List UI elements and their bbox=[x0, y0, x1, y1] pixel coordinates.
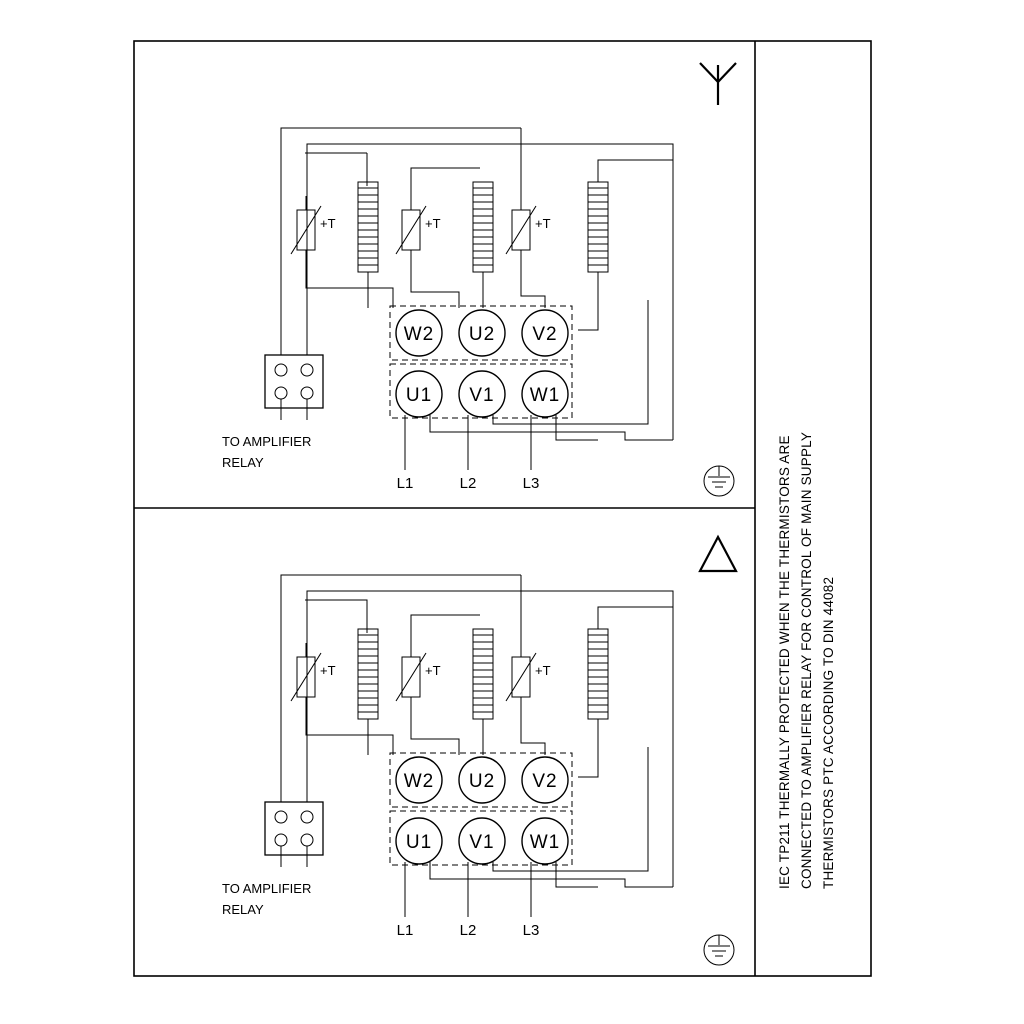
terminal-W1-label: W1 bbox=[529, 385, 561, 406]
line-L3-label-2: L3 bbox=[522, 922, 540, 939]
terminal-V1-2-label: V1 bbox=[469, 832, 495, 853]
terminal-W2-2-label: W2 bbox=[403, 771, 435, 792]
thermistor-wire-6 bbox=[521, 715, 545, 755]
delta-symbol-icon bbox=[700, 537, 736, 571]
line-L2-label-2: L2 bbox=[459, 922, 477, 939]
note-line-1: IEC TP211 THERMALLY PROTECTED WHEN THE THERMISTORS ARE bbox=[777, 435, 792, 889]
thermistor-wire-2 bbox=[411, 268, 459, 308]
thermistor-2-label: +T bbox=[425, 216, 441, 231]
earth-symbol-icon-2 bbox=[704, 935, 734, 965]
thermistor-3 bbox=[506, 196, 536, 268]
line-L1-label: L1 bbox=[396, 475, 414, 492]
line-L3-label: L3 bbox=[522, 475, 540, 492]
terminal-W2-label: W2 bbox=[403, 324, 435, 345]
thermistor-2 bbox=[396, 196, 426, 268]
thermistor-4 bbox=[291, 643, 321, 715]
terminal-V1-label: V1 bbox=[469, 385, 495, 406]
thermistor-1 bbox=[291, 196, 321, 268]
winding-6 bbox=[578, 607, 673, 777]
thermistor-wire-5 bbox=[411, 715, 459, 755]
thermistor-5 bbox=[396, 643, 426, 715]
note-line-2: CONNECTED TO AMPLIFIER RELAY FOR CONTROL OF MAIN SUPPLY bbox=[799, 431, 814, 889]
wye-symbol-icon bbox=[700, 63, 736, 105]
terminal-W1-2-label: W1 bbox=[529, 832, 561, 853]
amplifier-label-2-line1: TO AMPLIFIER bbox=[222, 881, 312, 896]
amplifier-label-line2: RELAY bbox=[222, 455, 264, 470]
note-block bbox=[777, 432, 836, 889]
note-line-3: THERMISTORS PTC ACCORDING TO DIN 44082 bbox=[821, 576, 836, 889]
supply-return-2-2 bbox=[493, 747, 648, 871]
thermistor-5-label: +T bbox=[425, 663, 441, 678]
terminal-V2-2-label: V2 bbox=[532, 771, 558, 792]
amplifier-label-2-line2: RELAY bbox=[222, 902, 264, 917]
earth-symbol-icon bbox=[704, 466, 734, 496]
winding-2 bbox=[473, 182, 493, 308]
thermistor-wire-1 bbox=[306, 268, 393, 308]
terminal-V2-label: V2 bbox=[532, 324, 558, 345]
winding-3 bbox=[578, 160, 673, 330]
thermistor-wire-4 bbox=[306, 715, 393, 755]
supply-return-1-2 bbox=[430, 862, 673, 887]
amplifier-terminal-block bbox=[265, 355, 323, 420]
thermistor-3-label: +T bbox=[535, 216, 551, 231]
line-L1-label-2: L1 bbox=[396, 922, 414, 939]
terminal-U2-label: U2 bbox=[468, 324, 496, 345]
panel-delta bbox=[222, 537, 736, 965]
thermistor-top-wire-5 bbox=[411, 615, 480, 643]
terminal-U1-2-label: U1 bbox=[405, 832, 433, 853]
line-L2-label: L2 bbox=[459, 475, 477, 492]
thermistor-4-label: +T bbox=[320, 663, 336, 678]
terminal-U2-2-label: U2 bbox=[468, 771, 496, 792]
thermistor-wire-3 bbox=[521, 268, 545, 308]
amplifier-label-line1: TO AMPLIFIER bbox=[222, 434, 312, 449]
supply-return-2 bbox=[493, 300, 648, 424]
thermistor-6 bbox=[506, 643, 536, 715]
terminal-U1-label: U1 bbox=[405, 385, 433, 406]
thermistor-link-1-2 bbox=[305, 600, 367, 633]
supply-return-3 bbox=[556, 415, 598, 440]
amplifier-terminal-block-2 bbox=[265, 802, 323, 867]
panel-star bbox=[222, 63, 736, 496]
thermistor-top-wire-2 bbox=[411, 168, 480, 196]
winding-1 bbox=[358, 182, 378, 308]
thermistor-1-label: +T bbox=[320, 216, 336, 231]
winding-4 bbox=[358, 629, 378, 755]
thermistor-6-label: +T bbox=[535, 663, 551, 678]
supply-return-1 bbox=[430, 415, 673, 440]
supply-return-3-2 bbox=[556, 862, 598, 887]
winding-5 bbox=[473, 629, 493, 755]
